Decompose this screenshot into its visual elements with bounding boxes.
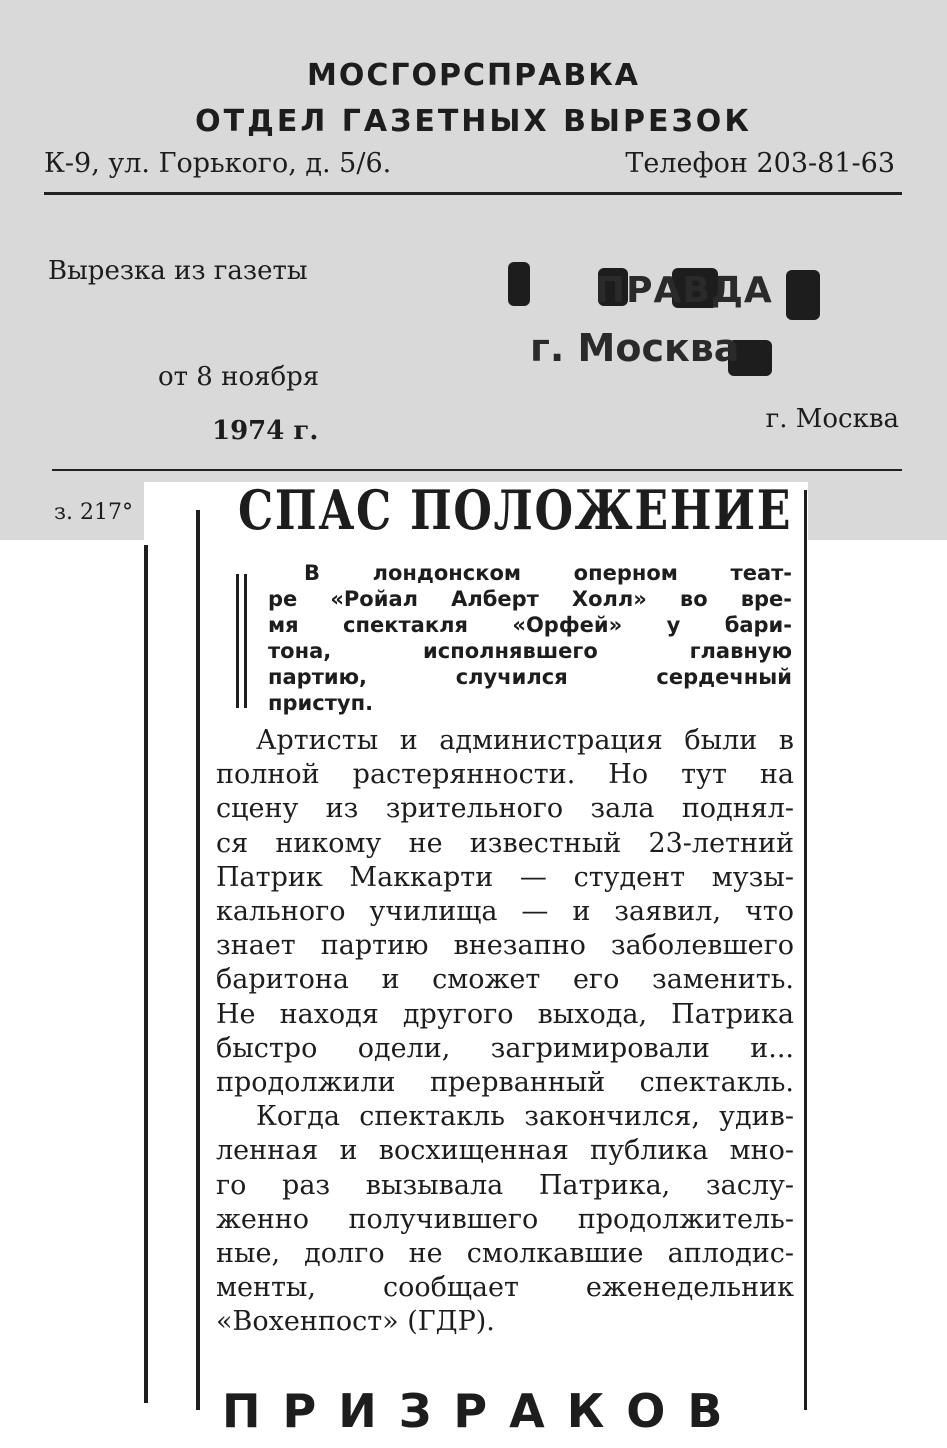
lead-line: ре «Ройал Алберт Холл» во вре- (268, 587, 792, 611)
column-rule-left-outer (144, 545, 148, 1403)
source-label: Вырезка из газеты (48, 256, 308, 286)
body-line: менты, сообщает еженедельник (216, 1272, 794, 1304)
next-article-headline: ПРИЗРАКОВ (222, 1384, 745, 1438)
body-line: ные, долго не смолкавшие аплодис- (216, 1238, 794, 1270)
address: К-9, ул. Горького, д. 5/6. (44, 148, 392, 179)
year-label: 1974 г. (212, 416, 319, 446)
header-divider (44, 192, 902, 195)
clipping-form (0, 0, 947, 540)
article-lead (268, 560, 792, 716)
column-rule-left (196, 510, 200, 1410)
body-line: знает партию внезапно заболевшего (216, 930, 794, 962)
body-line: Когда спектакль закончился, удив- (256, 1101, 794, 1133)
body-line: женно получившего продолжитель- (216, 1203, 794, 1235)
stamp-blot (508, 262, 530, 306)
body-line: «Вохенпост» (ГДР). (216, 1306, 495, 1338)
lead-line: приступ. (268, 691, 374, 715)
body-line: продолжили прерванный спектакль. (216, 1067, 794, 1099)
date-label: от 8 ноября (158, 362, 320, 392)
order-number: з. 217° (54, 500, 133, 525)
body-line: ся никому не известный 23-летний (216, 827, 794, 859)
body-line: ленная и восхищенная публика мно- (216, 1135, 794, 1167)
phone: Телефон 203-81-63 (625, 148, 895, 179)
lead-line: партию, случился сердечный (268, 665, 792, 689)
lead-line: мя спектакля «Орфей» у бари- (268, 613, 792, 637)
lead-marker (236, 574, 250, 708)
article-headline: СПАС ПОЛОЖЕНИЕ (238, 478, 793, 542)
stamp-blot (786, 270, 820, 320)
body-line: полной растерянности. Но тут на (216, 759, 794, 791)
body-line: сцену из зрительного зала поднял- (216, 793, 794, 825)
stamp-newspaper-name: ПРАВДА (595, 270, 773, 311)
body-line: баритона и сможет его заменить. (216, 964, 794, 996)
org-name: МОСГОРСПРАВКА (307, 58, 640, 93)
city-label: г. Москва (765, 404, 899, 434)
body-line: кального училища — и заявил, что (216, 896, 794, 928)
form-divider (52, 469, 902, 471)
lead-line: В лондонском оперном теат- (304, 561, 792, 585)
stamp-city: г. Москва (530, 326, 740, 370)
column-rule-right (804, 490, 807, 1410)
article-body (216, 724, 794, 1340)
body-line: Артисты и администрация были в (256, 725, 794, 756)
lead-line: тона, исполнявшего главную (268, 639, 792, 663)
body-line: Не находя другого выхода, Патрика (216, 998, 794, 1030)
body-line: го раз вызывала Патрика, заслу- (216, 1169, 794, 1201)
department-name: ОТДЕЛ ГАЗЕТНЫХ ВЫРЕЗОК (195, 104, 752, 139)
body-line: быстро одели, загримировали и... (216, 1032, 794, 1064)
body-line: Патрик Маккарти — студент музы- (216, 861, 794, 893)
